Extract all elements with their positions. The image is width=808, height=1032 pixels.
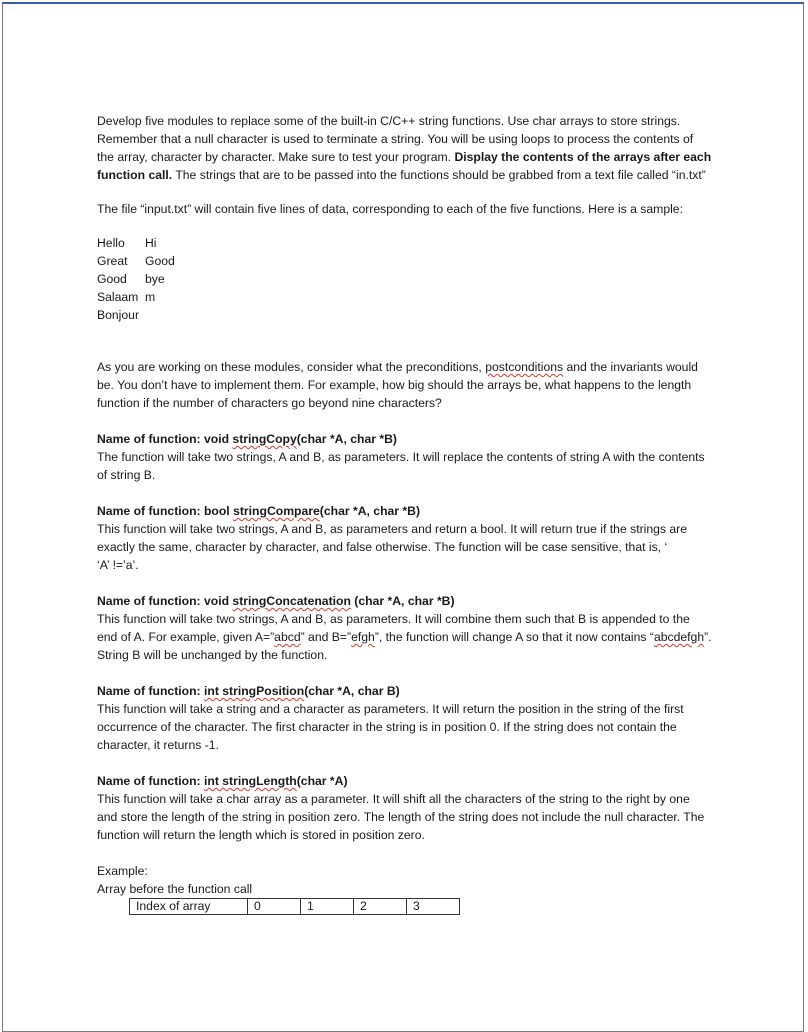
function-description: The function will take two strings, A and B, as parameters. It will replace the contents of string A with the contents of string B. (97, 450, 705, 482)
sample-cell: Salaam (97, 290, 139, 304)
spellcheck-word: stringCopy (232, 432, 297, 446)
sample-cell: Good (97, 272, 127, 286)
spellcheck-word: efgh (351, 630, 375, 644)
function-heading: Name of function: int stringPosition(char *A, char B) (97, 684, 400, 698)
function-description-line: ‘A’ !=’a’. (97, 558, 139, 572)
function-section-length (97, 772, 712, 844)
sample-row (97, 252, 179, 270)
function-section-concatenation (97, 592, 712, 664)
table-cell: 1 (301, 899, 354, 915)
sample-cell (145, 306, 179, 324)
spellcheck-word: stringConcatenation (232, 594, 351, 608)
function-heading: Name of function: bool stringCompare(char *A, char *B) (97, 504, 421, 518)
example-section (97, 862, 712, 915)
function-section-position (97, 682, 712, 754)
sample-cell: Hi (145, 236, 157, 250)
sample-cell: Great (97, 254, 128, 268)
spellcheck-word: abcd (274, 630, 301, 644)
sample-cell: Hello (97, 236, 125, 250)
spellcheck-word: stringCompare (233, 504, 320, 518)
function-description: This function will take a string and a character as parameters. It will return the position in the string of the first occurrence of the character. The first character in the string is in position 0. If the string does not contain the character, it returns -1. (97, 702, 684, 752)
table-cell: 2 (354, 899, 407, 915)
example-caption: Array before the function call (97, 882, 253, 896)
sample-row (97, 306, 179, 324)
spellcheck-word: int stringLength (203, 774, 297, 788)
function-heading: Name of function: void stringCopy(char *A, char *B) (97, 432, 397, 446)
intro-text-end: The strings that are to be passed into the functions should be grabbed from a text file called “in.txt” (172, 168, 706, 182)
intro-paragraph (97, 112, 712, 184)
preconditions-text-end: and the invariants would be. You don’t have to implement them. For example, how big should the arrays be, what happens to the length function if the number of characters go beyond nine characters? (97, 360, 698, 410)
table-row (130, 899, 460, 915)
function-section-compare (97, 502, 712, 574)
spellcheck-word: abcdefgh (653, 630, 705, 644)
document-body (97, 112, 712, 915)
function-description: This function will take two strings, A and B, as parameters and return a bool. It will return true if the strings are exactly the same, character by character, and false otherwise. The function will be case sensitive, that is, ‘ (97, 522, 688, 554)
table-cell: 3 (407, 899, 460, 915)
preconditions-text: As you are working on these modules, consider what the preconditions, (97, 360, 486, 374)
sample-cell: bye (145, 272, 165, 286)
sample-cell: Good (145, 254, 175, 268)
function-heading: Name of function: void stringConcatenation (char *A, char *B) (97, 594, 455, 608)
array-index-table (129, 898, 460, 915)
intro-bold-text: Display the contents of the arrays after each function call. (97, 150, 712, 182)
sample-row (97, 270, 179, 288)
preconditions-paragraph (97, 358, 712, 412)
table-header-cell: Index of array (130, 899, 248, 915)
function-description: This function will take two strings, A and B, as parameters. It will combine them such that B is appended to the end of A. For example, given A=”abcd” and B=”efgh”, the function will change A so that it now contains “abcdefgh”. String B will be unchanged by the function. (97, 612, 712, 662)
function-description: This function will take a char array as a parameter. It will shift all the characters of the string to the right by one and store the length of the string in position zero. The length of the string does not include the null character. The function will return the length which is stored in position zero. (97, 792, 705, 842)
sample-cell: Bonjour (97, 308, 140, 322)
spellcheck-word: postconditions (485, 360, 564, 374)
input-file-paragraph: The file “input.txt” will contain five lines of data, corresponding to each of the five functions. Here is a sample: (97, 202, 683, 216)
example-label: Example: (97, 864, 148, 878)
sample-row (97, 234, 179, 252)
table-cell: 0 (248, 899, 301, 915)
sample-cell: m (145, 290, 156, 304)
spellcheck-word: int stringPosition (203, 684, 305, 698)
function-section-copy (97, 430, 712, 484)
sample-input-list (97, 234, 179, 324)
intro-text: Develop five modules to replace some of the built-in C/C++ string functions. Use char arrays to store strings. Remember that a null character is used to terminate a string. You will be using loops to process the contents of the array, character by character. Make sure to test your program. (97, 114, 694, 164)
sample-row (97, 288, 179, 306)
function-heading: Name of function: int stringLength(char *A) (97, 774, 348, 788)
